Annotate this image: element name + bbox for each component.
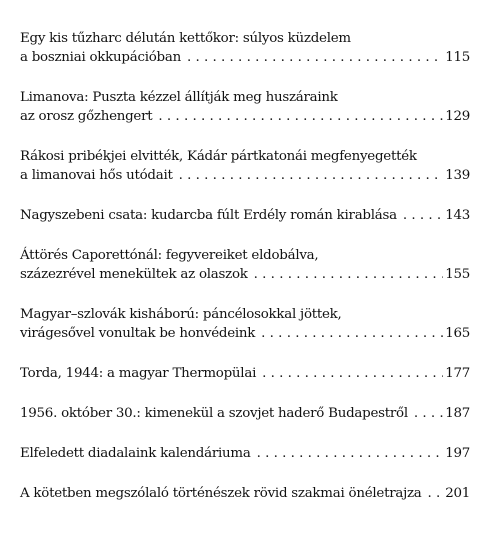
- toc-entry-title-line: Egy kis tűzharc délután kettőkor: súlyos küzdelem: [20, 31, 351, 46]
- toc-entry: [20, 444, 470, 463]
- toc-entry-title-end: százezrével menekültek az olaszok: [20, 267, 248, 282]
- toc-entry: [20, 88, 470, 126]
- toc-entry-final-line: [20, 404, 470, 423]
- toc-page-number: 177: [445, 366, 470, 381]
- toc-page-number: 201: [445, 486, 470, 501]
- toc-entry-title: 1956. október 30.: kimenekül a szovjet haderő Budapestről: [20, 406, 408, 421]
- toc-entry-title-end: az orosz gőzhengert: [20, 109, 153, 124]
- dot-leader: [158, 107, 443, 126]
- toc-entry: [20, 246, 470, 284]
- toc-page-number: 155: [445, 267, 470, 282]
- dot-leader: [261, 324, 443, 343]
- dot-leader: [254, 265, 444, 284]
- dot-leader: [179, 166, 444, 185]
- toc-entry: [20, 206, 470, 225]
- dot-leader: [257, 444, 444, 463]
- toc-entry-title-end: a boszniai okkupációban: [20, 50, 181, 65]
- toc-entry-title-line: Magyar–szlovák kisháború: páncélosokkal jöttek,: [20, 307, 342, 322]
- toc-entry: [20, 484, 470, 503]
- toc-entry-final-line: [20, 166, 470, 185]
- toc-entry-final-line: [20, 444, 470, 463]
- toc-entry-title-end: virágesővel vonultak be honvédeink: [20, 326, 256, 341]
- toc-entry-final-line: [20, 324, 470, 343]
- toc-entry-title-line: Rákosi pribékjei elvitték, Kádár pártkatonái megfenyegették: [20, 149, 417, 164]
- toc-entry: [20, 29, 470, 67]
- toc-entry-title: Elfeledett diadalaink kalendáriuma: [20, 446, 251, 461]
- dot-leader: [414, 404, 443, 423]
- toc-entry-final-line: [20, 107, 470, 126]
- toc-entry-title: Nagyszebeni csata: kudarcba fúlt Erdély román kirablása: [20, 208, 397, 223]
- toc-entry-final-line: [20, 364, 470, 383]
- toc-entry-title: A kötetben megszólaló történészek rövid szakmai önéletrajza: [20, 486, 422, 501]
- table-of-contents: [20, 29, 470, 524]
- toc-entry-title-line: Limanova: Puszta kézzel állítják meg huszáraink: [20, 90, 338, 105]
- toc-page-number: 187: [445, 406, 470, 421]
- toc-entry-title-end: a limanovai hős utódait: [20, 168, 173, 183]
- toc-entry-final-line: [20, 265, 470, 284]
- toc-entry-title-line: Áttörés Caporettónál: fegyvereiket eldobálva,: [20, 248, 319, 263]
- dot-leader: [428, 484, 444, 503]
- toc-entry-title: Torda, 1944: a magyar Thermopülai: [20, 366, 257, 381]
- toc-entry-final-line: [20, 48, 470, 67]
- dot-leader: [187, 48, 443, 67]
- toc-page-number: 115: [445, 50, 470, 65]
- dot-leader: [262, 364, 443, 383]
- dot-leader: [403, 206, 443, 225]
- toc-page-number: 143: [445, 208, 470, 223]
- toc-entry-final-line: [20, 484, 470, 503]
- toc-page-number: 129: [445, 109, 470, 124]
- toc-entry: [20, 147, 470, 185]
- toc-page-number: 165: [445, 326, 470, 341]
- toc-entry: [20, 364, 470, 383]
- toc-entry: [20, 404, 470, 423]
- toc-page-number: 139: [445, 168, 470, 183]
- toc-entry-final-line: [20, 206, 470, 225]
- toc-page-number: 197: [445, 446, 470, 461]
- toc-entry: [20, 305, 470, 343]
